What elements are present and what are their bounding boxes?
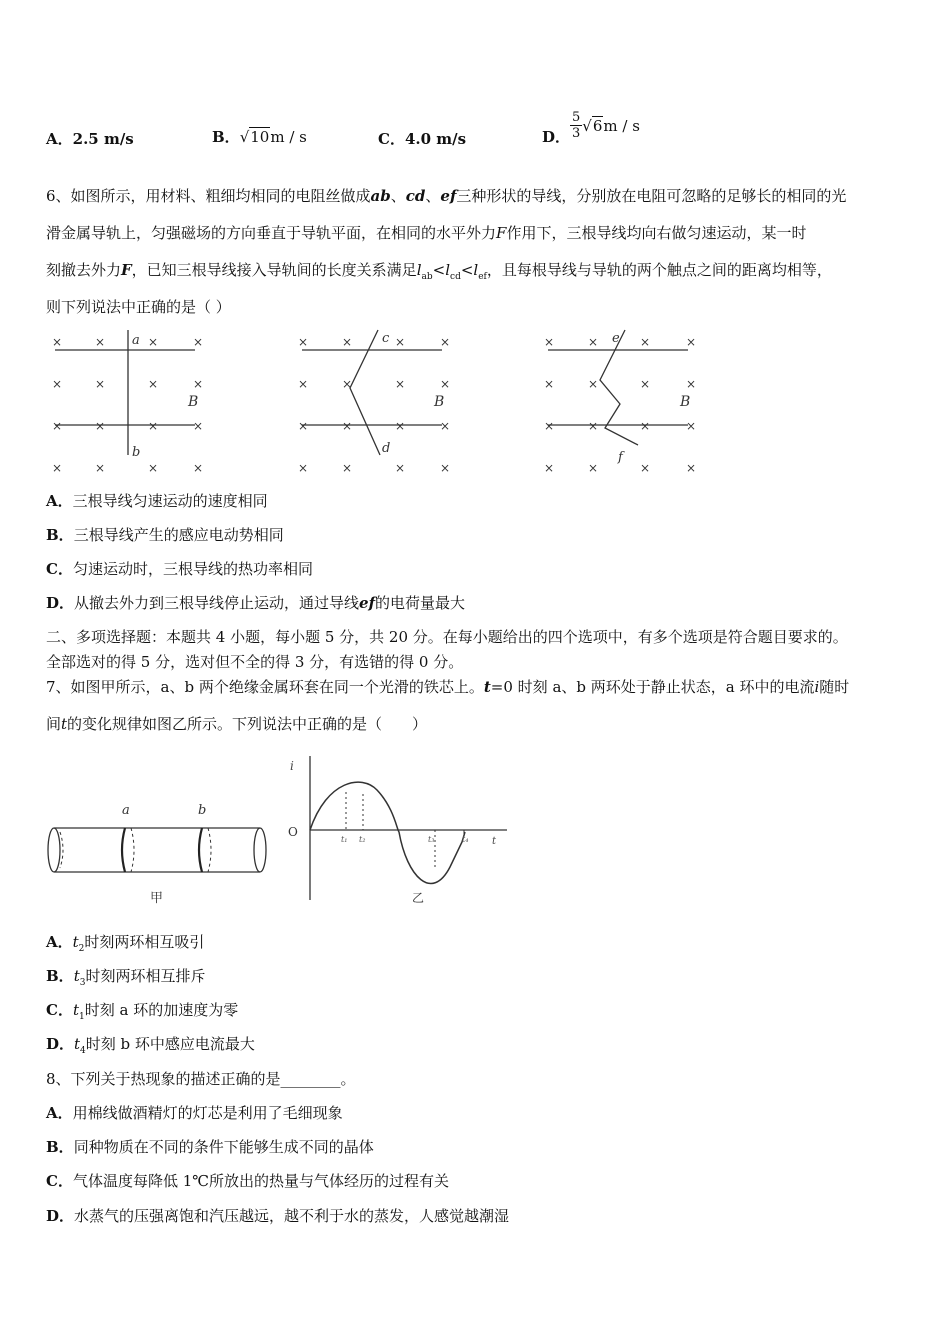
svg-text:t₂: t₂ [359,835,366,844]
q8-option-a: A．用棉线做酒精灯的灯芯是利用了毛细现象 [46,1104,343,1122]
q6-figures [40,328,720,478]
q7-option-b: B．$t_3$时刻两环相互排斥 [46,967,206,988]
svg-text:×: × [342,377,353,391]
svg-text:乙: 乙 [412,891,425,905]
svg-text:×: × [298,419,309,433]
figure-ab [52,330,203,475]
svg-text:×: × [640,461,651,475]
svg-text:×: × [148,377,159,391]
svg-text:×: × [640,335,651,349]
svg-text:×: × [544,461,555,475]
svg-text:×: × [193,335,204,349]
svg-text:×: × [193,461,204,475]
q5-option-d: D． $\frac{5}{3}$ √ 6 m / s [542,110,640,146]
section2-heading-line2: 全部选对的得 5 分，选对但不全的得 3 分，有选错的得 0 分。 [46,653,464,671]
q7-stem-line1: 7、如图甲所示，a、b 两个绝缘金属环套在同一个光滑的铁芯上。t=0 时刻 a、b 两环处于静止状态，a 环中的电流i随时 [46,678,850,696]
svg-text:×: × [95,419,106,433]
svg-text:×: × [588,419,599,433]
q6-option-a: A．三根导线匀速运动的速度相同 [46,492,268,510]
svg-text:×: × [640,419,651,433]
svg-text:甲: 甲 [150,891,164,906]
q7-stem-line2: 间t的变化规律如图乙所示。下列说法中正确的是（ ） [46,715,428,733]
svg-text:×: × [544,377,555,391]
svg-text:t: t [492,836,497,847]
svg-text:×: × [193,377,204,391]
svg-text:×: × [686,419,697,433]
q5-option-c: C．4.0 m/s [378,130,467,148]
q6-stem-line3: 刻撤去外力F，已知三根导线接入导轨间的长度关系满足$l_{ab}<l_{cd}<l_{ef}$，且每根导线与导轨的两个触点之间的距离均相等， [46,261,832,282]
ring-b [199,828,202,872]
svg-text:×: × [395,335,406,349]
svg-text:b: b [198,803,207,818]
svg-text:×: × [640,377,651,391]
svg-text:×: × [588,377,599,391]
svg-text:×: × [686,461,697,475]
svg-text:×: × [395,377,406,391]
svg-text:t₃: t₃ [428,835,435,844]
svg-text:×: × [148,461,159,475]
svg-text:a: a [122,803,130,818]
figure-cd [298,330,450,475]
svg-text:×: × [52,461,63,475]
q8-option-b: B．同种物质在不同的条件下能够生成不同的晶体 [46,1138,374,1156]
svg-text:t₄: t₄ [462,835,469,844]
figure-ef [544,330,696,475]
q6-stem-line2: 滑金属导轨上，匀强磁场的方向垂直于导轨平面，在相同的水平外力F作用下，三根导线均向右做匀速运动，某一时 [46,224,807,242]
q5-option-a: A．2.5 m/s [46,130,134,148]
q8-option-d: D．水蒸气的压强离饱和汽压越远，越不利于水的蒸发，人感觉越潮湿 [46,1207,510,1225]
svg-text:×: × [395,419,406,433]
q6-stem-line1: 6、如图所示，用材料、粗细均相同的电阻丝做成ab、cd、ef三种形状的导线，分别放在电阻可忽略的足够长的相同的光 [46,187,847,205]
q7-option-a: A．$t_2$时刻两环相互吸引 [46,933,205,954]
svg-text:×: × [544,419,555,433]
svg-text:×: × [440,461,451,475]
q7-figure-jia [44,792,274,912]
svg-text:×: × [440,419,451,433]
q7-option-d: D．$t_4$时刻 b 环中感应电流最大 [46,1035,255,1056]
svg-text:c: c [382,331,390,346]
svg-text:×: × [342,419,353,433]
svg-text:×: × [298,461,309,475]
svg-text:b: b [132,445,141,460]
svg-text:×: × [588,461,599,475]
svg-text:×: × [686,377,697,391]
ring-a [122,828,125,872]
svg-text:×: × [148,419,159,433]
svg-text:B: B [434,394,445,410]
svg-text:×: × [95,461,106,475]
svg-text:×: × [298,335,309,349]
svg-text:×: × [544,335,555,349]
svg-text:×: × [686,335,697,349]
svg-text:×: × [193,419,204,433]
q5-option-b: B．√10m / s [212,128,307,146]
svg-text:×: × [588,335,599,349]
svg-text:×: × [95,335,106,349]
svg-text:B: B [680,394,691,410]
q6-option-d: D．从撤去外力到三根导线停止运动，通过导线ef的电荷量最大 [46,594,466,612]
q8-option-c: C．气体温度每降低 1℃所放出的热量与气体经历的过程有关 [46,1172,450,1190]
svg-text:×: × [342,335,353,349]
svg-text:×: × [440,335,451,349]
svg-text:×: × [95,377,106,391]
svg-text:f: f [618,450,623,465]
svg-text:×: × [52,377,63,391]
svg-text:i: i [290,759,294,773]
q6-stem-line4: 则下列说法中正确的是（ ） [46,298,231,316]
svg-text:×: × [52,419,63,433]
svg-text:×: × [342,461,353,475]
q6-option-c: C．匀速运动时，三根导线的热功率相同 [46,560,313,578]
q8-stem: 8、下列关于热现象的描述正确的是________。 [46,1070,356,1088]
svg-text:t₁: t₁ [341,835,348,844]
svg-text:×: × [440,377,451,391]
q6-option-b: B．三根导线产生的感应电动势相同 [46,526,284,544]
q7-figure-yi [282,752,517,912]
svg-text:O: O [288,825,298,839]
section2-heading-line1: 二、多项选择题：本题共 4 小题，每小题 5 分，共 20 分。在每小题给出的四个选项中，有多个选项是符合题目要求的。 [46,628,848,646]
svg-text:d: d [382,441,391,456]
svg-text:×: × [52,335,63,349]
svg-text:B: B [188,394,199,410]
q7-option-c: C．$t_1$时刻 a 环的加速度为零 [46,1001,239,1022]
svg-text:a: a [132,333,140,348]
fraction: $\frac{5}{3}$ [572,110,581,141]
svg-text:e: e [612,331,620,346]
svg-text:×: × [298,377,309,391]
svg-text:×: × [148,335,159,349]
svg-text:×: × [395,461,406,475]
